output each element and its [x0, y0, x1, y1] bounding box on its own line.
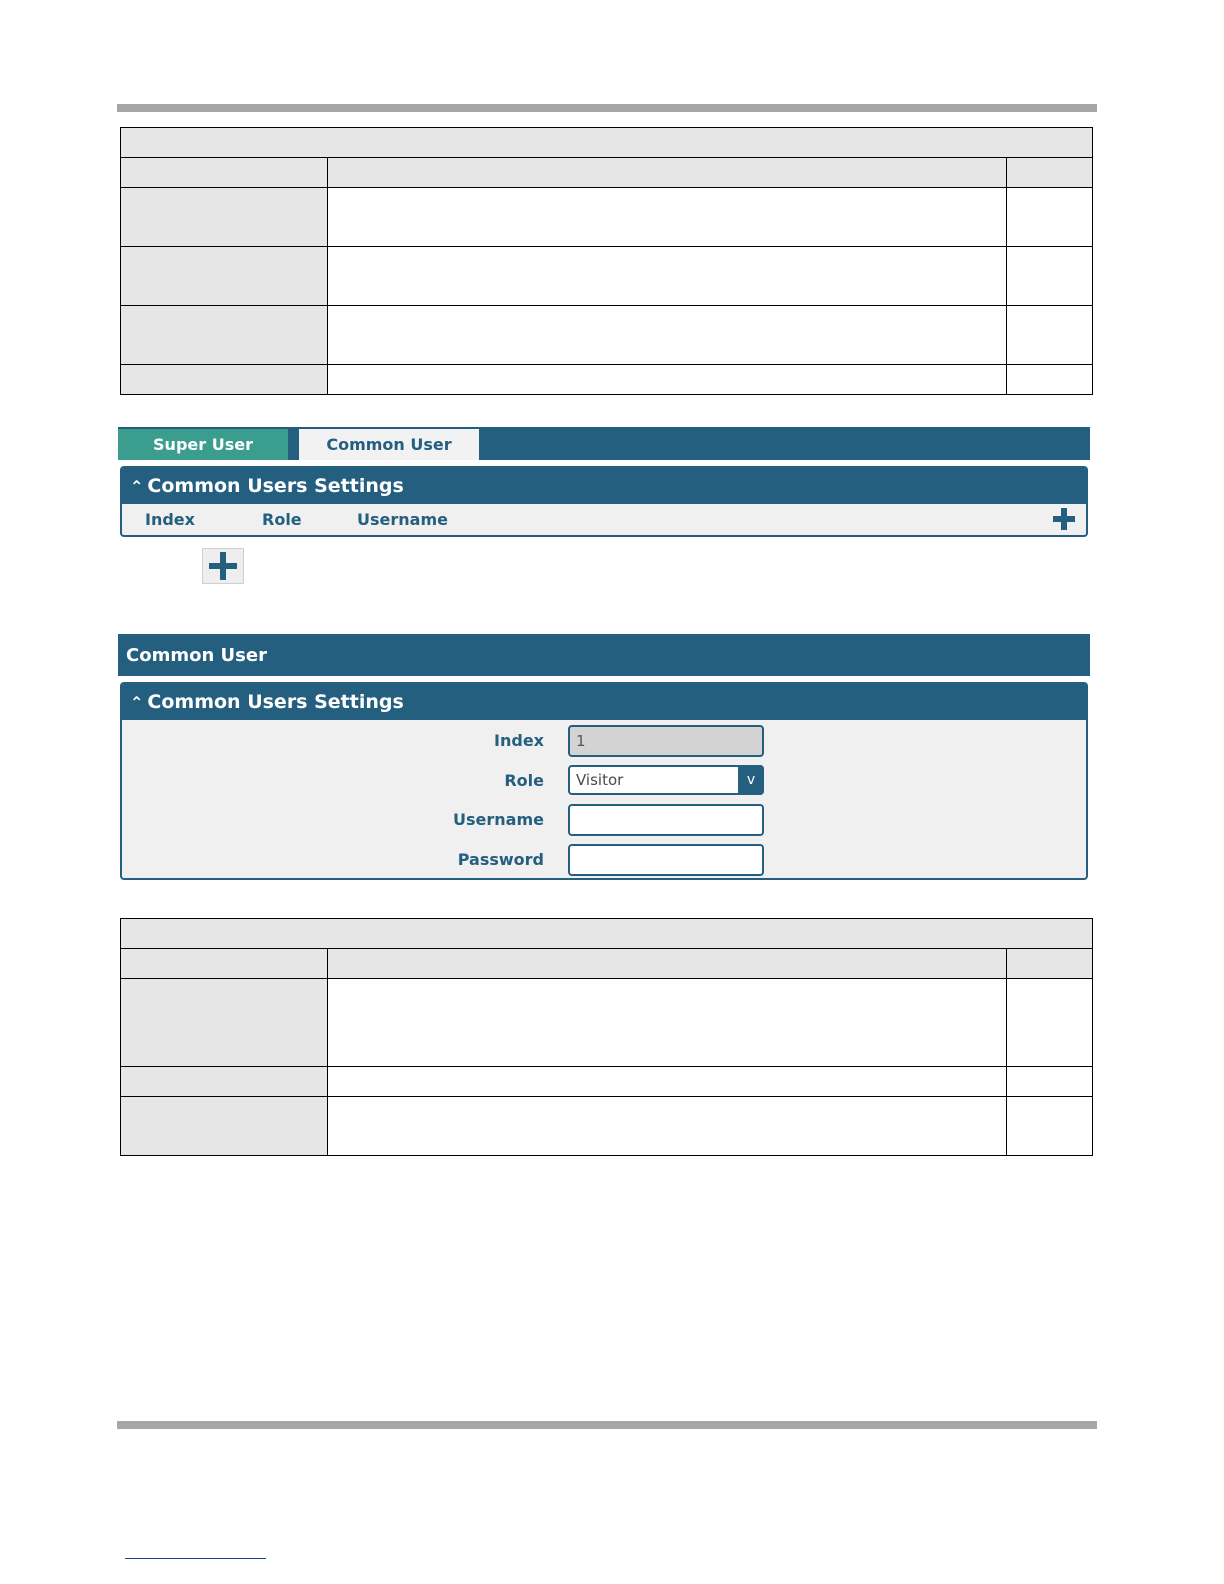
panel-title: Common Users Settings [147, 475, 404, 497]
footer-link-underline[interactable] [125, 1558, 266, 1559]
chevron-up-icon[interactable]: ⌃ [130, 693, 144, 712]
username-field[interactable] [568, 804, 764, 836]
table-row [121, 365, 1093, 395]
list-header [122, 504, 1086, 535]
table-header-description [328, 949, 1007, 979]
role-select[interactable] [568, 765, 764, 795]
chevron-down-icon[interactable]: v [738, 765, 764, 795]
header-rule [117, 104, 1097, 112]
common-users-list-panel [120, 466, 1088, 537]
role-row [122, 765, 1086, 797]
table-row [121, 306, 1093, 365]
panel-header[interactable] [122, 468, 1086, 504]
table-header-default [1007, 949, 1093, 979]
panel-header[interactable] [122, 684, 1086, 720]
username-row [122, 804, 1086, 836]
footer-rule [117, 1421, 1097, 1429]
plus-icon[interactable] [1052, 507, 1076, 531]
chevron-up-icon[interactable]: ⌃ [130, 477, 144, 496]
tab-common-user[interactable]: Common User [299, 429, 479, 460]
add-button[interactable] [202, 548, 244, 584]
table-header-description [328, 158, 1007, 188]
column-role: Role [262, 510, 302, 529]
role-label: Role [504, 771, 544, 790]
table-header-item [121, 158, 328, 188]
password-field[interactable] [568, 844, 764, 876]
table-row [121, 247, 1093, 306]
table-title-row [121, 919, 1093, 949]
table-title-row [121, 128, 1093, 158]
table-row [121, 1067, 1093, 1097]
panel-title: Common Users Settings [147, 691, 404, 713]
table-row [121, 1097, 1093, 1156]
common-users-settings-panel [120, 682, 1088, 880]
table-row [121, 188, 1093, 247]
table-header-default [1007, 158, 1093, 188]
column-username: Username [357, 510, 448, 529]
role-value[interactable]: Visitor [568, 765, 764, 795]
table-header-item [121, 949, 328, 979]
index-field[interactable] [568, 725, 764, 757]
tab-super-user[interactable]: Super User [118, 429, 288, 460]
password-label: Password [457, 850, 544, 869]
parameters-table-2 [120, 918, 1093, 1156]
column-index: Index [145, 510, 195, 529]
tab-bar [118, 427, 1090, 460]
password-row [122, 844, 1086, 876]
username-label: Username [453, 810, 544, 829]
parameters-table-1 [120, 127, 1093, 395]
section-title: Common User [118, 634, 1090, 676]
index-row [122, 725, 1086, 757]
table-row [121, 979, 1093, 1067]
index-label: Index [494, 731, 544, 750]
